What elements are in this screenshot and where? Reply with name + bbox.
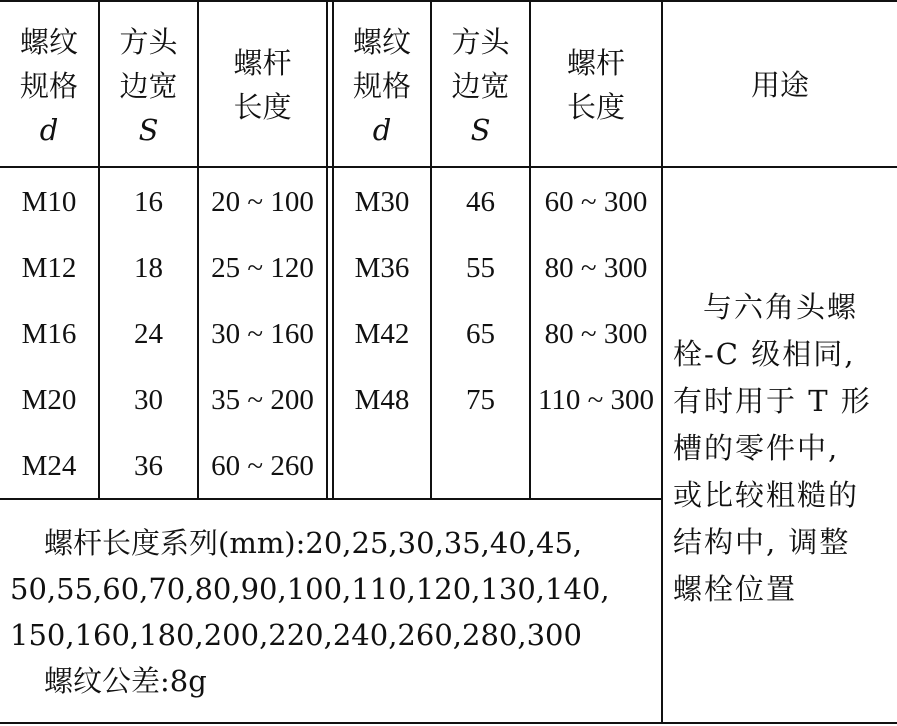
table-cell: 80 ~ 300 (544, 252, 648, 284)
double-divider-a (326, 0, 328, 500)
header-thread-spec-2 (334, 18, 430, 154)
length-series-line: 50,55,60,70,80,90,100,110,120,130,140, (10, 572, 610, 606)
footer-notes (10, 520, 660, 704)
table-cell: 46 (466, 186, 495, 218)
table-cell: 20 ~ 100 (211, 186, 314, 218)
usage-line: 与六角头螺 (703, 290, 859, 324)
table-cell: 30 ~ 160 (211, 318, 314, 350)
table-cell: 80 ~ 300 (544, 318, 648, 350)
header-text: 规格 (352, 69, 411, 103)
table-cell: M36 (354, 252, 410, 284)
table-cell: 65 (466, 318, 495, 350)
header-text: 方头 (451, 25, 510, 59)
header-divider (0, 166, 897, 168)
header-text: 方头 (119, 25, 178, 59)
header-symbol: S (138, 113, 159, 147)
table-cell: 24 (134, 318, 163, 350)
length-series-line: 螺杆长度系列(mm):20,25,30,35,40,45, (44, 526, 583, 560)
usage-line: 或比较粗糙的 (673, 478, 860, 512)
header-head-width (100, 18, 197, 154)
table-cell: M42 (354, 318, 410, 350)
header-text: 长度 (566, 90, 625, 124)
header-text: 螺杆 (233, 46, 292, 80)
top-border (0, 0, 897, 2)
header-head-width-2 (432, 18, 529, 154)
table-cell: M16 (21, 318, 77, 350)
table-cell: 75 (466, 384, 495, 416)
header-bolt-length (199, 40, 326, 130)
header-text: 边宽 (119, 69, 178, 103)
table-cell: 110 ~ 300 (537, 384, 655, 416)
table-cell: M30 (354, 186, 410, 218)
header-symbol: d (372, 113, 392, 147)
thread-tolerance-line: 螺纹公差:8g (44, 664, 207, 698)
usage-line: 结构中, 调整 (673, 525, 851, 559)
table-cell: M10 (21, 186, 77, 218)
header-text: 螺杆 (566, 46, 625, 80)
header-text: 长度 (233, 90, 292, 124)
header-text: 规格 (19, 69, 78, 103)
table-cell: M24 (21, 450, 77, 482)
table-cell: 60 ~ 300 (544, 186, 648, 218)
header-bolt-length-2 (531, 40, 661, 130)
usage-line: 槽的零件中, (673, 431, 840, 465)
table-cell: 30 (134, 384, 163, 416)
usage-line: 螺栓位置 (673, 572, 798, 606)
header-symbol: S (470, 113, 491, 147)
table-cell: 36 (134, 450, 163, 482)
header-thread-spec (0, 18, 98, 154)
table-cell: 35 ~ 200 (211, 384, 314, 416)
header-text: 螺纹 (352, 25, 411, 59)
usage-line: 有时用于 T 形 (673, 384, 872, 418)
header-symbol: d (39, 113, 59, 147)
length-series-line: 150,160,180,200,220,240,260,280,300 (10, 618, 582, 652)
header-text: 螺纹 (19, 25, 78, 59)
table-cell: 16 (134, 186, 163, 218)
header-text: 边宽 (451, 69, 510, 103)
table-cell: M20 (21, 384, 77, 416)
bottom-border (0, 722, 897, 724)
usage-description (673, 284, 887, 613)
table-cell: M12 (21, 252, 77, 284)
table-cell: 18 (134, 252, 163, 284)
table-cell: 25 ~ 120 (211, 252, 314, 284)
table-cell: M48 (354, 384, 410, 416)
usage-line: 栓-C 级相同, (673, 337, 856, 371)
table-cell: 55 (466, 252, 495, 284)
header-usage: 用途 (750, 68, 809, 102)
table-cell: 60 ~ 260 (211, 450, 314, 482)
